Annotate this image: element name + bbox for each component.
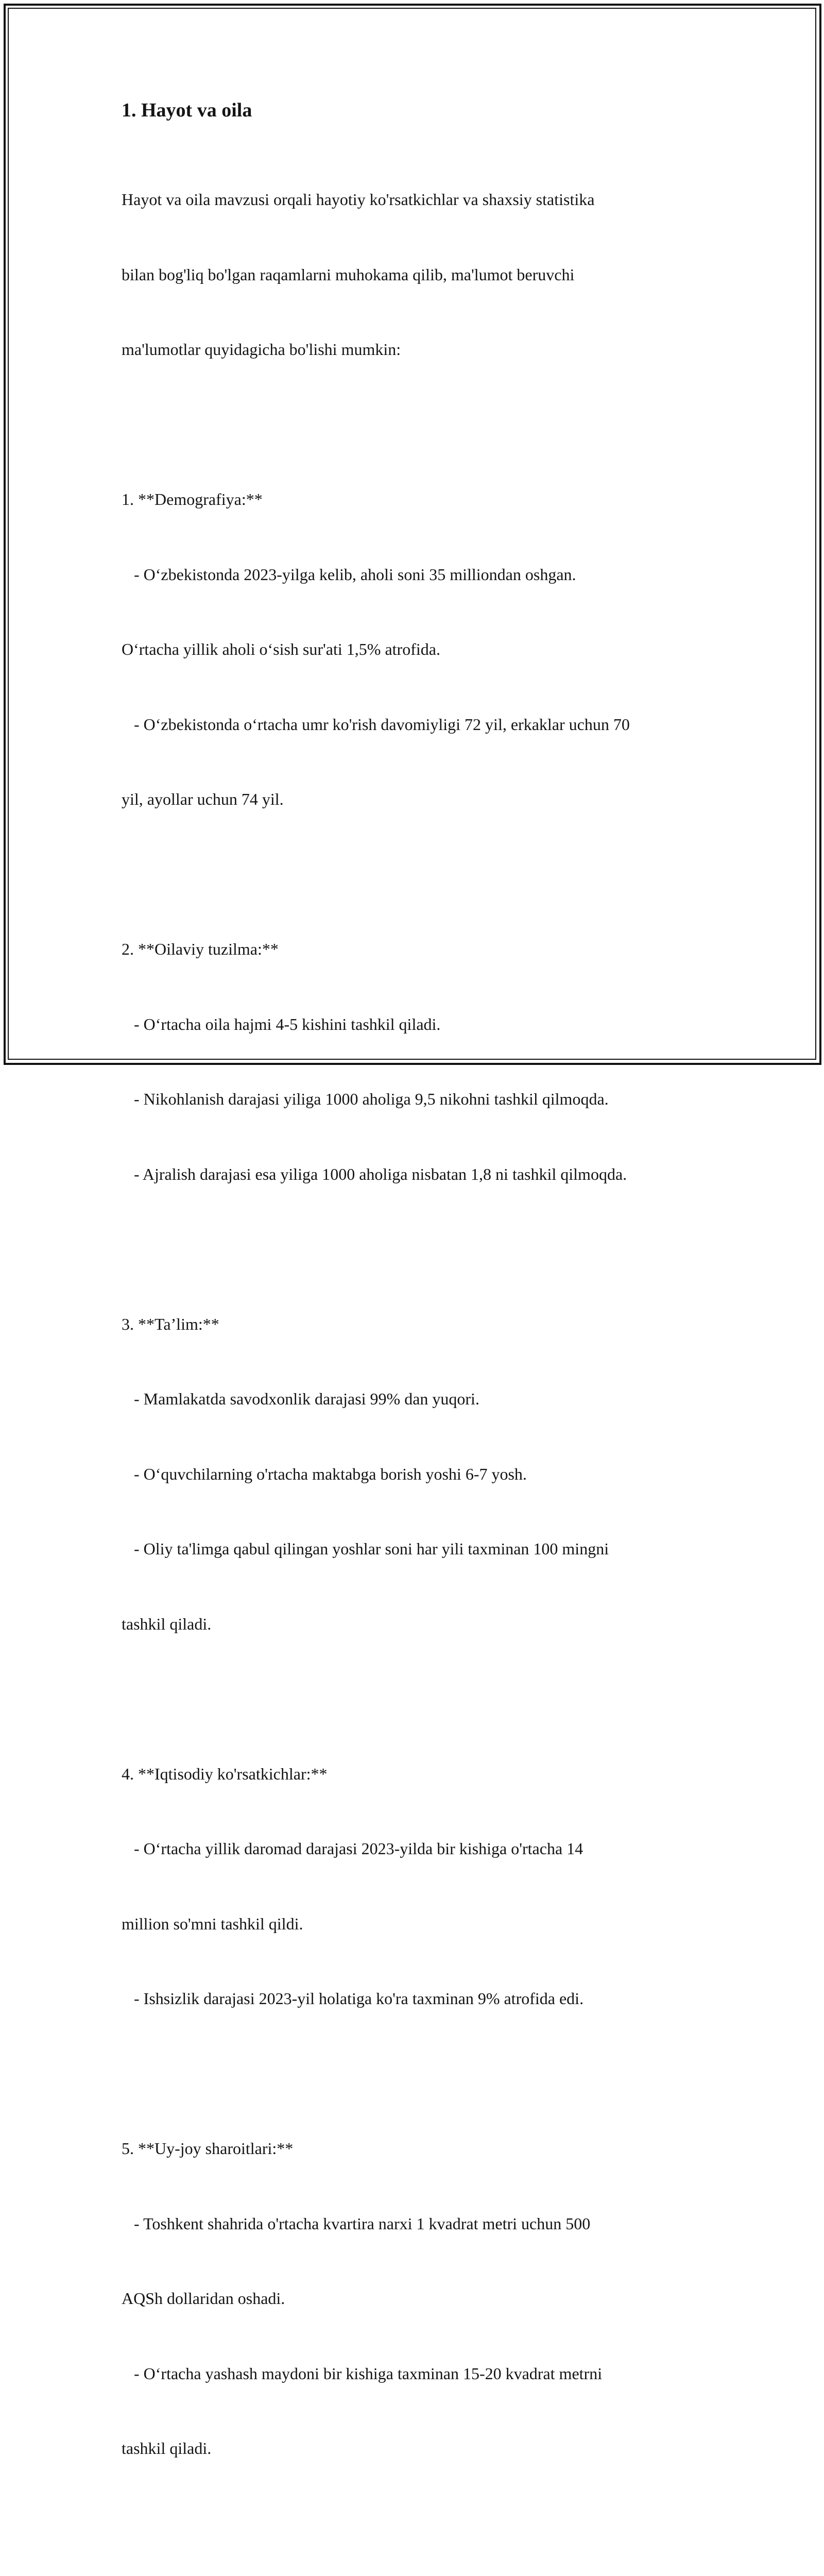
section-talim	[122, 1262, 719, 1687]
section-line: - Oliy ta'limga qabul qilingan yoshlar soni har yili taxminan 100 mingni	[122, 1539, 609, 1558]
section-heading: 1. **Demografiya:**	[122, 490, 263, 509]
section-iqtisodiy	[122, 1711, 719, 2061]
page-title: 1. Hayot va oila	[122, 99, 252, 121]
section-line: - Ajralish darajasi esa yiliga 1000 aholiga nisbatan 1,8 ni tashkil qilmoqda.	[122, 1164, 627, 1183]
section-heading: 5. **Uy-joy sharoitlari:**	[122, 2139, 294, 2158]
section-heading: 4. **Iqtisodiy ko'rsatkichlar:**	[122, 1764, 328, 1783]
section-line: - Mamlakatda savodxonlik darajasi 99% dan yuqori.	[122, 1389, 479, 1408]
section-uy-joy	[122, 2086, 719, 2511]
section-heading: 3. **Ta’lim:**	[122, 1314, 219, 1333]
intro-line: ma'lumotlar quyidagicha bo'lishi mumkin:	[122, 340, 401, 359]
intro-line: bilan bog'liq bo'lgan raqamlarni muhokama qilib, ma'lumot beruvchi	[122, 265, 575, 284]
section-line: - Nikohlanish darajasi yiliga 1000 aholiga 9,5 nikohni tashkil qilmoqda.	[122, 1090, 609, 1108]
section-line: tashkil qiladi.	[122, 1614, 212, 1633]
section-line: tashkil qiladi.	[122, 2439, 212, 2458]
section-line: - Ishsizlik darajasi 2023-yil holatiga ko'ra taxminan 9% atrofida edi.	[122, 1989, 584, 2008]
section-line: - O‘rtacha yashash maydoni bir kishiga taxminan 15-20 kvadrat metrni	[122, 2364, 603, 2383]
section-line: - Toshkent shahrida o'rtacha kvartira narxi 1 kvadrat metri uchun 500	[122, 2214, 591, 2233]
intro-line: Hayot va oila mavzusi orqali hayotiy ko'rsatkichlar va shaxsiy statistika	[122, 190, 595, 209]
document-body	[122, 96, 719, 2576]
section-line: - O‘rtacha oila hajmi 4-5 kishini tashkil qiladi.	[122, 1014, 441, 1033]
section-oilaviy-tuzilma	[122, 887, 719, 1236]
section-line: million so'mni tashkil qildi.	[122, 1914, 303, 1933]
section-line: - O‘quvchilarning o'rtacha maktabga borish yoshi 6-7 yosh.	[122, 1464, 527, 1483]
section-line: - O‘zbekistonda o‘rtacha umr ko'rish davomiyligi 72 yil, erkaklar uchun 70	[122, 715, 630, 734]
section-line: - O‘rtacha yillik daromad darajasi 2023-yilda bir kishiga o'rtacha 14	[122, 1839, 583, 1858]
section-line: O‘rtacha yillik aholi o‘sish sur'ati 1,5% atrofida.	[122, 640, 440, 658]
section-line: AQSh dollaridan oshadi.	[122, 2289, 285, 2308]
section-line: - O‘zbekistonda 2023-yilga kelib, aholi soni 35 milliondan oshgan.	[122, 565, 576, 584]
section-sogliqni-saqlash	[122, 2536, 719, 2576]
section-heading: 2. **Oilaviy tuzilma:**	[122, 940, 279, 958]
intro-paragraph	[122, 137, 719, 412]
section-line: yil, ayollar uchun 74 yil.	[122, 790, 284, 808]
section-demografiya	[122, 437, 719, 862]
